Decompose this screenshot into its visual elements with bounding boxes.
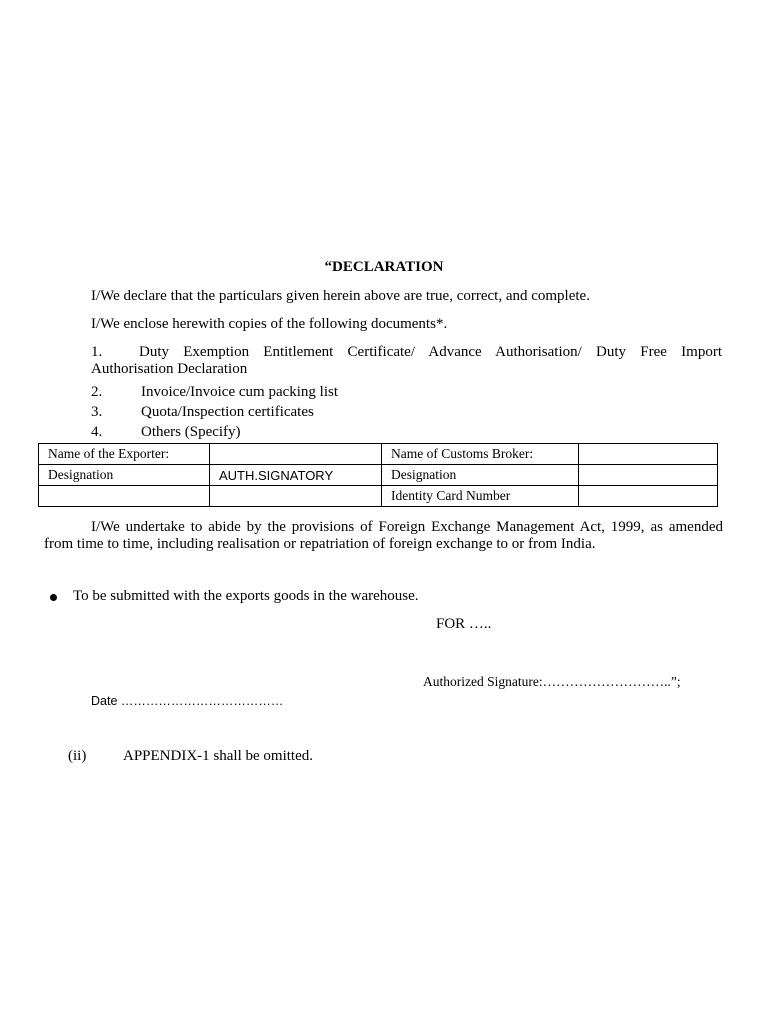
document-item-3 [91, 404, 314, 421]
identity-card-value [579, 486, 718, 507]
document-item-1-text: Duty Exemption Entitlement Certificate/ Advance Authorisation/ Duty Free Import [139, 344, 722, 360]
document-item-1-number: 1. [91, 344, 103, 360]
date-line: Date ………………………………… [91, 694, 284, 708]
exporter-broker-table [38, 443, 718, 507]
document-item-1-continuation: Authorisation Declaration [91, 361, 248, 378]
document-item-4-text: Others (Specify) [141, 424, 241, 440]
appendix-text: APPENDIX-1 shall be omitted. [123, 748, 313, 764]
for-line: FOR ….. [436, 616, 492, 632]
undertaking-paragraph: I/We undertake to abide by the provisions of Foreign Exchange Management Act, 1999, as amended from time to time, including realisation or repatriation of foreign exchange to or from India. [44, 519, 723, 553]
document-item-4-number: 4. [91, 424, 103, 440]
document-item-3-number: 3. [91, 404, 103, 420]
exporter-name-value [210, 444, 382, 465]
table-row [39, 486, 718, 507]
empty-cell [39, 486, 210, 507]
table-row [39, 444, 718, 465]
enclosure-statement: I/We enclose herewith copies of the following documents*. [91, 316, 448, 332]
bullet-note: To be submitted with the exports goods in the warehouse. [73, 588, 419, 604]
customs-broker-name-label: Name of Customs Broker: [382, 444, 579, 465]
exporter-designation-value: AUTH.SIGNATORY [210, 465, 382, 486]
table-row [39, 465, 718, 486]
broker-designation-label: Designation [382, 465, 579, 486]
broker-designation-value [579, 465, 718, 486]
customs-broker-name-value [579, 444, 718, 465]
appendix-number: (ii) [68, 748, 87, 764]
document-item-2 [91, 384, 338, 401]
document-item-4 [91, 424, 241, 441]
identity-card-label: Identity Card Number [382, 486, 579, 507]
document-item-2-number: 2. [91, 384, 103, 400]
authorized-signature: Authorized Signature:………………………..”; [423, 674, 681, 689]
declaration-statement: I/We declare that the particulars given herein above are true, correct, and complete. [91, 288, 590, 304]
bullet-icon [50, 594, 57, 601]
document-item-3-text: Quota/Inspection certificates [141, 404, 314, 420]
exporter-name-label: Name of the Exporter: [39, 444, 210, 465]
document-item-1 [91, 344, 722, 379]
empty-cell [210, 486, 382, 507]
declaration-title: “DECLARATION [324, 259, 444, 275]
document-item-2-text: Invoice/Invoice cum packing list [141, 384, 339, 400]
exporter-designation-label: Designation [39, 465, 210, 486]
